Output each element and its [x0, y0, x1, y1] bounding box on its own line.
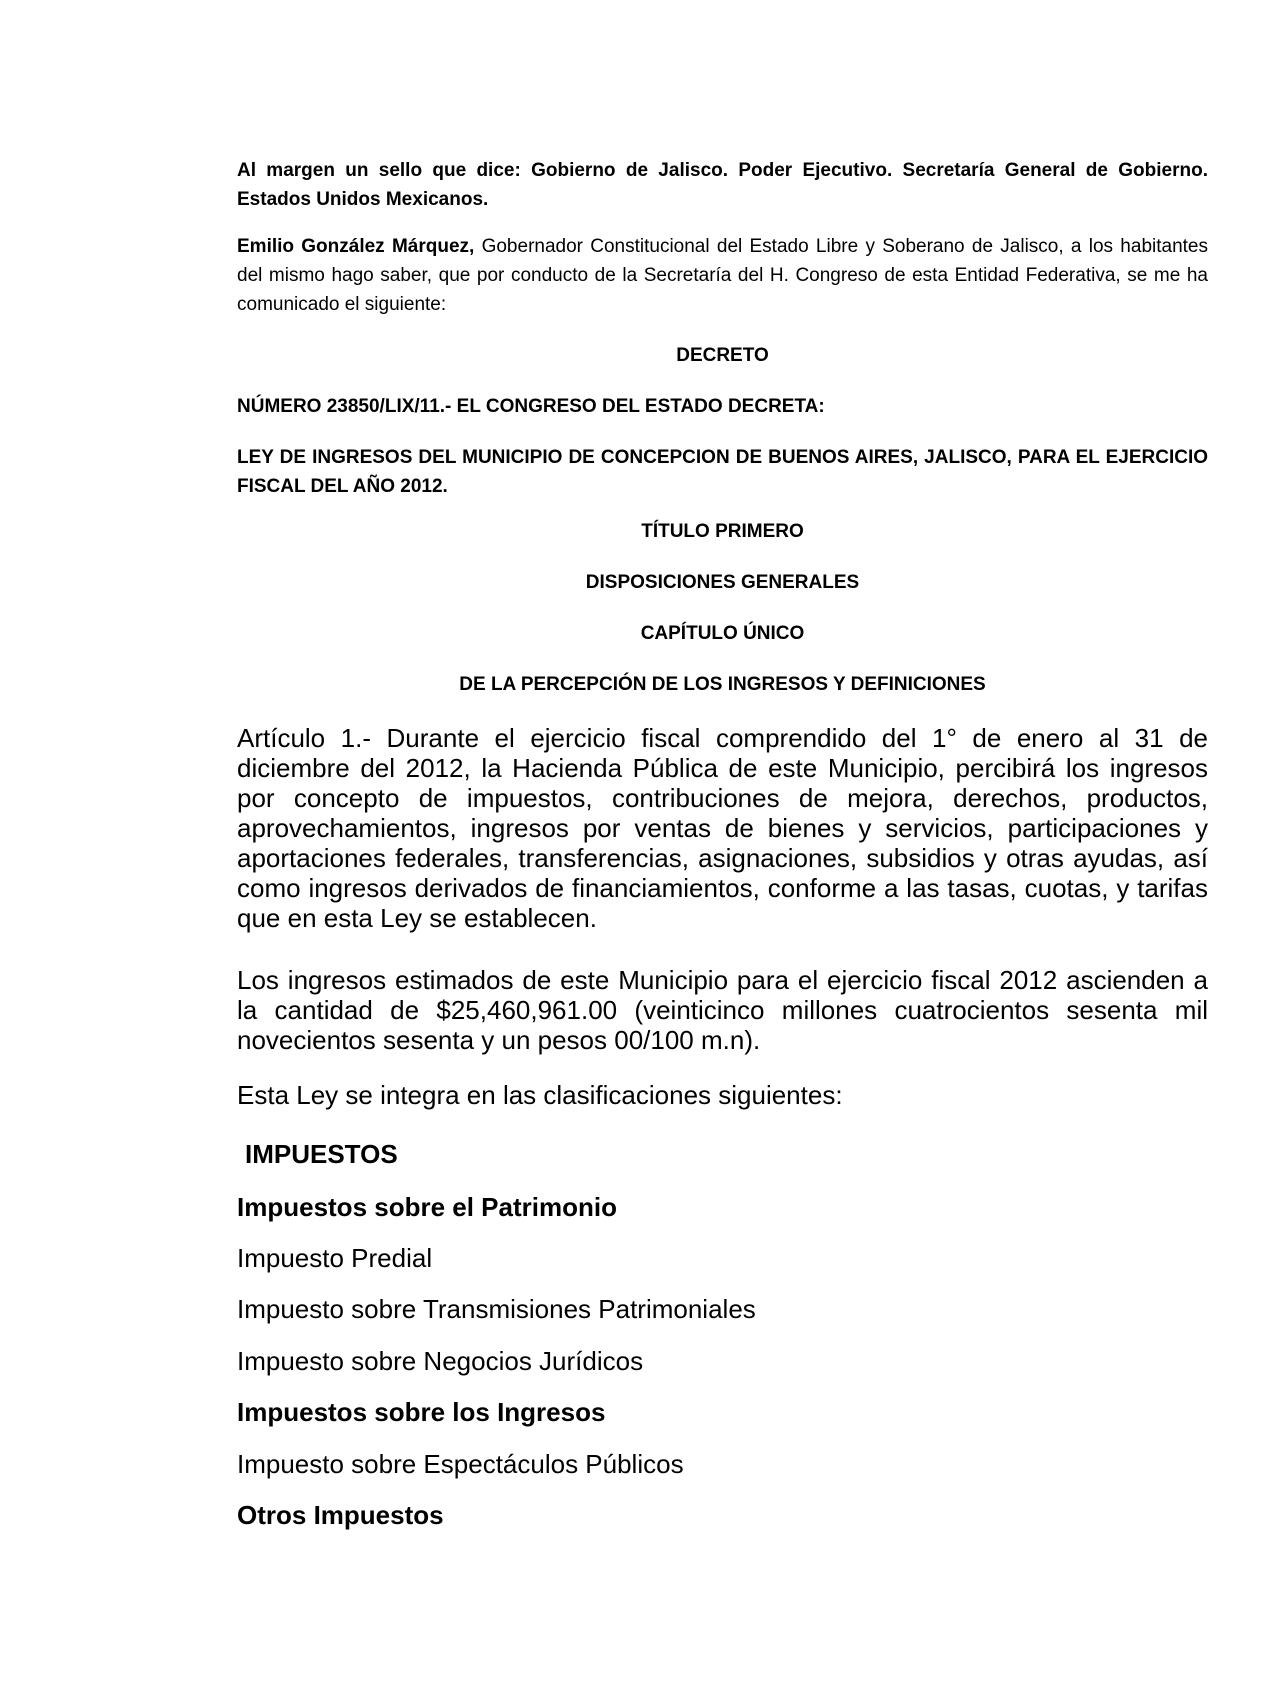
- law-title: LEY DE INGRESOS DEL MUNICIPIO DE CONCEPCION DE BUENOS AIRES, JALISCO, PARA EL EJERCICIO FISCAL DEL AÑO 2012.: [237, 447, 1208, 497]
- decree-title: DECRETO: [676, 345, 769, 366]
- article-1-paragraph: Artículo 1.- Durante el ejercicio fiscal comprendido del 1° de enero al 31 de diciembre del 2012, la Hacienda Pública de este Municipio, percibirá los ingresos por concepto de impuestos, contribuciones de mejora, derechos, productos, aprovechamientos, ingresos por ventas de bienes y servicios, participaciones y aportaciones federales, transferencias, asignaciones, subsidios y otras ayudas, así como ingresos derivados de financiamientos, conforme a las tasas, cuotas, y tarifas que en esta Ley se establecen.: [237, 723, 1208, 933]
- title-first: TÍTULO PRIMERO: [641, 521, 804, 542]
- sub-patrimony-heading: Impuestos sobre el Patrimonio: [237, 1192, 617, 1222]
- item-espectaculos: Impuesto sobre Espectáculos Públicos: [237, 1449, 684, 1479]
- governor-name: Emilio González Márquez,: [237, 236, 475, 257]
- item-transmisiones: Impuesto sobre Transmisiones Patrimoniales: [237, 1294, 756, 1324]
- sub-other-heading: Otros Impuestos: [237, 1500, 444, 1530]
- item-negocios: Impuesto sobre Negocios Jurídicos: [237, 1346, 644, 1376]
- chapter-heading: DE LA PERCEPCIÓN DE LOS INGRESOS Y DEFINICIONES: [459, 674, 986, 695]
- governor-paragraph: [237, 232, 1208, 319]
- margin-seal-paragraph: Al margen un sello que dice: Gobierno de Jalisco. Poder Ejecutivo. Secretaría General de Gobierno. Estados Unidos Mexicanos.: [237, 160, 1208, 210]
- item-predial: Impuesto Predial: [237, 1243, 433, 1273]
- governor-text: Gobernador Constitucional del Estado Libre y Soberano de Jalisco, a los habitantes del mismo hago saber, que por conducto de la Secretaría del H. Congreso de esta Entidad Federativa, se me ha comunicado el siguiente:: [237, 236, 1208, 315]
- classifications-intro: Esta Ley se integra en las clasificaciones siguientes:: [237, 1080, 843, 1110]
- section-taxes-heading: IMPUESTOS: [245, 1139, 398, 1169]
- general-provisions-heading: DISPOSICIONES GENERALES: [585, 572, 860, 593]
- chapter-unique-heading: CAPÍTULO ÚNICO: [640, 623, 805, 644]
- decree-number: NÚMERO 23850/LIX/11.- EL CONGRESO DEL ESTADO DECRETA:: [237, 396, 825, 417]
- estimated-income-paragraph: Los ingresos estimados de este Municipio para el ejercicio fiscal 2012 ascienden a la cantidad de $25,460,961.00 (veinticinco millones cuatrocientos sesenta mil novecientos sesenta y un pesos 00/100 m.n).: [237, 965, 1208, 1055]
- sub-income-heading: Impuestos sobre los Ingresos: [237, 1397, 606, 1427]
